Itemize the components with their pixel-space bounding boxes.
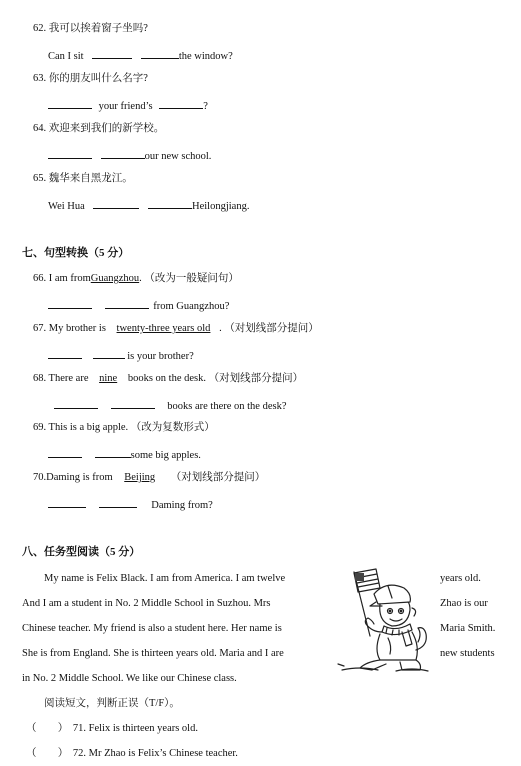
section8-title: 八、任务型阅读（5 分） [22, 546, 141, 558]
q67-pre: 67. My brother is [33, 323, 106, 334]
q71-paren-open[interactable]: （ [26, 723, 37, 734]
instruction: 阅读短文，判断正误（T/F）。 [44, 698, 180, 709]
q65-pre: Wei Hua [48, 201, 85, 212]
q71-paren-close[interactable]: ） [57, 723, 69, 734]
q65-blank-2[interactable] [148, 197, 192, 209]
q69-blank-1[interactable] [48, 446, 82, 458]
q66-answer [48, 297, 229, 314]
q69-prompt: 69. This is a big apple. （改为复数形式） [33, 422, 215, 433]
q71-text: 71. Felix is thirteen years old. [72, 723, 198, 734]
q67-prompt [33, 322, 319, 336]
q70-blank-2[interactable] [99, 496, 137, 508]
q72-text: 72. Mr Zhao is Felix’s Chinese teacher. [72, 748, 238, 759]
passage-line-1: My name is Felix Black. I am from America. I am twelve [44, 573, 286, 584]
passage-right-2: Zhao is our [440, 598, 488, 609]
q70-answer [48, 496, 213, 513]
q68-pre: 68. There are [33, 373, 89, 384]
q71-row [26, 722, 198, 736]
passage-line-3: Chinese teacher. My friend is also a student here. Her name is [22, 623, 282, 634]
q70-post: （对划线部分提问） [170, 472, 266, 483]
q63-blank-1[interactable] [48, 97, 92, 109]
q67-post: . （对划线部分提问） [219, 323, 319, 334]
q72-paren-close[interactable]: ） [57, 748, 69, 759]
q66-underlined: Guangzhou [90, 273, 140, 284]
section7-title: 七、句型转换（5 分） [22, 247, 130, 259]
passage-line-5: in No. 2 Middle School. We like our Chinese class. [22, 673, 237, 684]
q64-blank-1[interactable] [48, 147, 92, 159]
q66-prompt [33, 272, 239, 286]
passage-line-2: And I am a student in No. 2 Middle School in Suzhou. Mrs [22, 598, 271, 609]
q69-ans: some big apples. [130, 450, 201, 461]
q66-pre: 66. I am from [33, 273, 91, 284]
q68-ans: books are there on the desk? [167, 401, 287, 412]
q68-blank-2[interactable] [111, 397, 155, 409]
q62-blank-1[interactable] [92, 47, 132, 59]
q65-sentence [48, 197, 249, 214]
q67-answer [48, 347, 194, 364]
q67-blank-1[interactable] [48, 347, 82, 359]
q63-mid: your friend’s [98, 101, 153, 112]
q68-answer [54, 397, 287, 414]
q70-prompt [33, 471, 265, 485]
q72-paren-open[interactable]: （ [26, 748, 37, 759]
q66-post: . （改为一般疑问句） [139, 273, 239, 284]
q64-post: our new school. [144, 151, 212, 162]
q62-blank-2[interactable] [141, 47, 179, 59]
q67-underlined: twenty-three years old [116, 323, 211, 334]
passage-line-4: She is from England. She is thirteen years old. Maria and I are [22, 648, 284, 659]
q62-prompt: 62. 我可以挨着窗子坐吗? [33, 23, 148, 34]
q66-blank-2[interactable] [105, 297, 149, 309]
q70-underlined: Beijing [124, 472, 156, 483]
q70-ans: Daming from? [151, 500, 213, 511]
q63-sentence [48, 97, 208, 114]
q68-underlined: nine [99, 373, 118, 384]
q65-post: Heilongjiang. [192, 201, 250, 212]
q62-pre: Can I sit [48, 51, 84, 62]
passage-right-4: new students [440, 648, 495, 659]
passage-right-3: Maria Smith. [440, 623, 496, 634]
q68-post: books on the desk. （对划线部分提问） [127, 373, 304, 384]
q69-answer [48, 446, 201, 463]
q70-blank-1[interactable] [48, 496, 86, 508]
boy-with-flag-icon [330, 566, 430, 674]
q68-blank-1[interactable] [54, 397, 98, 409]
q65-prompt: 65. 魏华来自黑龙江。 [33, 173, 133, 184]
q64-prompt: 64. 欢迎来到我们的新学校。 [33, 123, 165, 134]
q62-sentence [48, 47, 233, 64]
q64-sentence [48, 147, 211, 164]
q72-row [26, 747, 238, 761]
q64-blank-2[interactable] [101, 147, 145, 159]
q67-ans: is your brother? [127, 351, 194, 362]
passage-right-1: years old. [440, 573, 481, 584]
q70-pre: 70.Daming is from [33, 472, 113, 483]
q63-post: ? [203, 101, 208, 112]
q66-ans: from Guangzhou? [153, 301, 230, 312]
q62-post: the window? [178, 51, 233, 62]
q69-blank-2[interactable] [95, 446, 131, 458]
q67-blank-2[interactable] [93, 347, 125, 359]
q63-blank-2[interactable] [159, 97, 203, 109]
q68-prompt [33, 372, 303, 386]
q63-prompt: 63. 你的朋友叫什么名字? [33, 73, 148, 84]
q65-blank-1[interactable] [93, 197, 139, 209]
q66-blank-1[interactable] [48, 297, 92, 309]
